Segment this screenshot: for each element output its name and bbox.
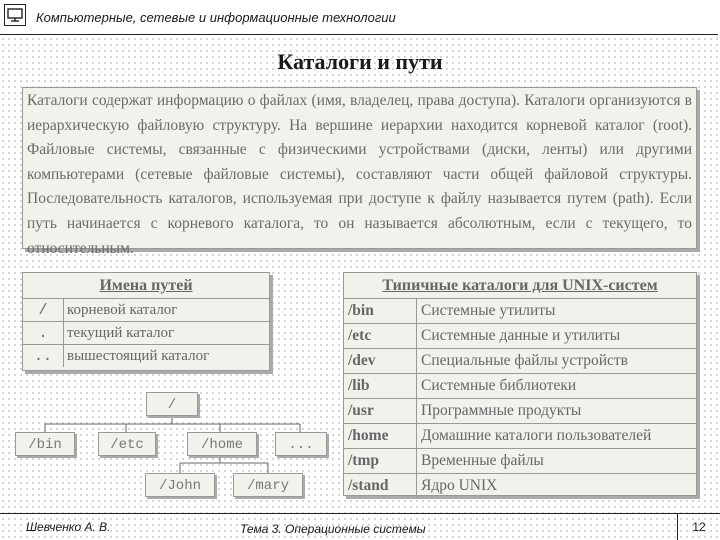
dir-name: /tmp: [344, 449, 417, 474]
intro-text: Каталоги содержат информацию о файлах (имя, владелец, права доступа). Каталоги организуются в иерархическую файловую структуру. На вершине иерархии находится корневой каталог (root). Файловые системы, связанные с физическими устройствами (диски, ленты) или другими компьютерами (сетевые файловые системы), составляют части общей файловой структуры. Последовательность каталогов, используемая при доступе к файлу называется путем (path). Если путь начинается с корневого каталога, то он называется абсолютным, если с текущего, то относительным.: [27, 92, 692, 257]
tree-node-more: ...: [275, 432, 327, 456]
tree-node-root: /: [146, 392, 198, 416]
tree-node-home: /home: [187, 432, 257, 456]
header-title: Компьютерные, сетевые и информационные технологии: [36, 10, 396, 25]
dir-name: /stand: [344, 474, 417, 499]
dir-desc: Программные продукты: [417, 399, 697, 424]
dir-name: /usr: [344, 399, 417, 424]
tree-node-john: /John: [145, 473, 215, 497]
dir-desc: Временные файлы: [417, 449, 697, 474]
tree-node-mary: /mary: [233, 473, 303, 497]
unix-dirs-title: Типичные каталоги для UNIX-систем: [344, 273, 696, 299]
dir-desc: Системные библиотеки: [417, 374, 697, 399]
footer-page-number: 12: [677, 514, 720, 540]
path-symbol: ..: [23, 345, 64, 368]
footer-divider: [0, 513, 720, 514]
dir-name: /etc: [344, 324, 417, 349]
path-desc: корневой каталог: [64, 299, 270, 322]
dir-desc: Системные данные и утилиты: [417, 324, 697, 349]
dir-name: /lib: [344, 374, 417, 399]
dir-name: /home: [344, 424, 417, 449]
path-desc: вышестоящий каталог: [67, 347, 210, 364]
tree-node-bin: /bin: [15, 432, 75, 456]
dir-desc: Специальные файлы устройств: [417, 349, 697, 374]
path-desc: текущий каталог: [64, 322, 270, 345]
footer-author: Шевченко А. В.: [26, 520, 111, 534]
dir-name: /bin: [344, 299, 417, 324]
dir-name: /dev: [344, 349, 417, 374]
path-names-title: Имена путей: [23, 273, 269, 299]
dir-desc: Домашние каталоги пользователей: [417, 424, 697, 449]
path-symbol: .: [23, 322, 64, 345]
tree-node-etc: /etc: [98, 432, 156, 456]
footer-topic: Тема 3. Операционные системы: [240, 522, 426, 536]
slide-title: Каталоги и пути: [277, 49, 443, 74]
path-symbol: /: [23, 299, 64, 322]
dir-desc: Системные утилиты: [417, 299, 697, 324]
dir-desc: Ядро UNIX: [421, 477, 498, 494]
